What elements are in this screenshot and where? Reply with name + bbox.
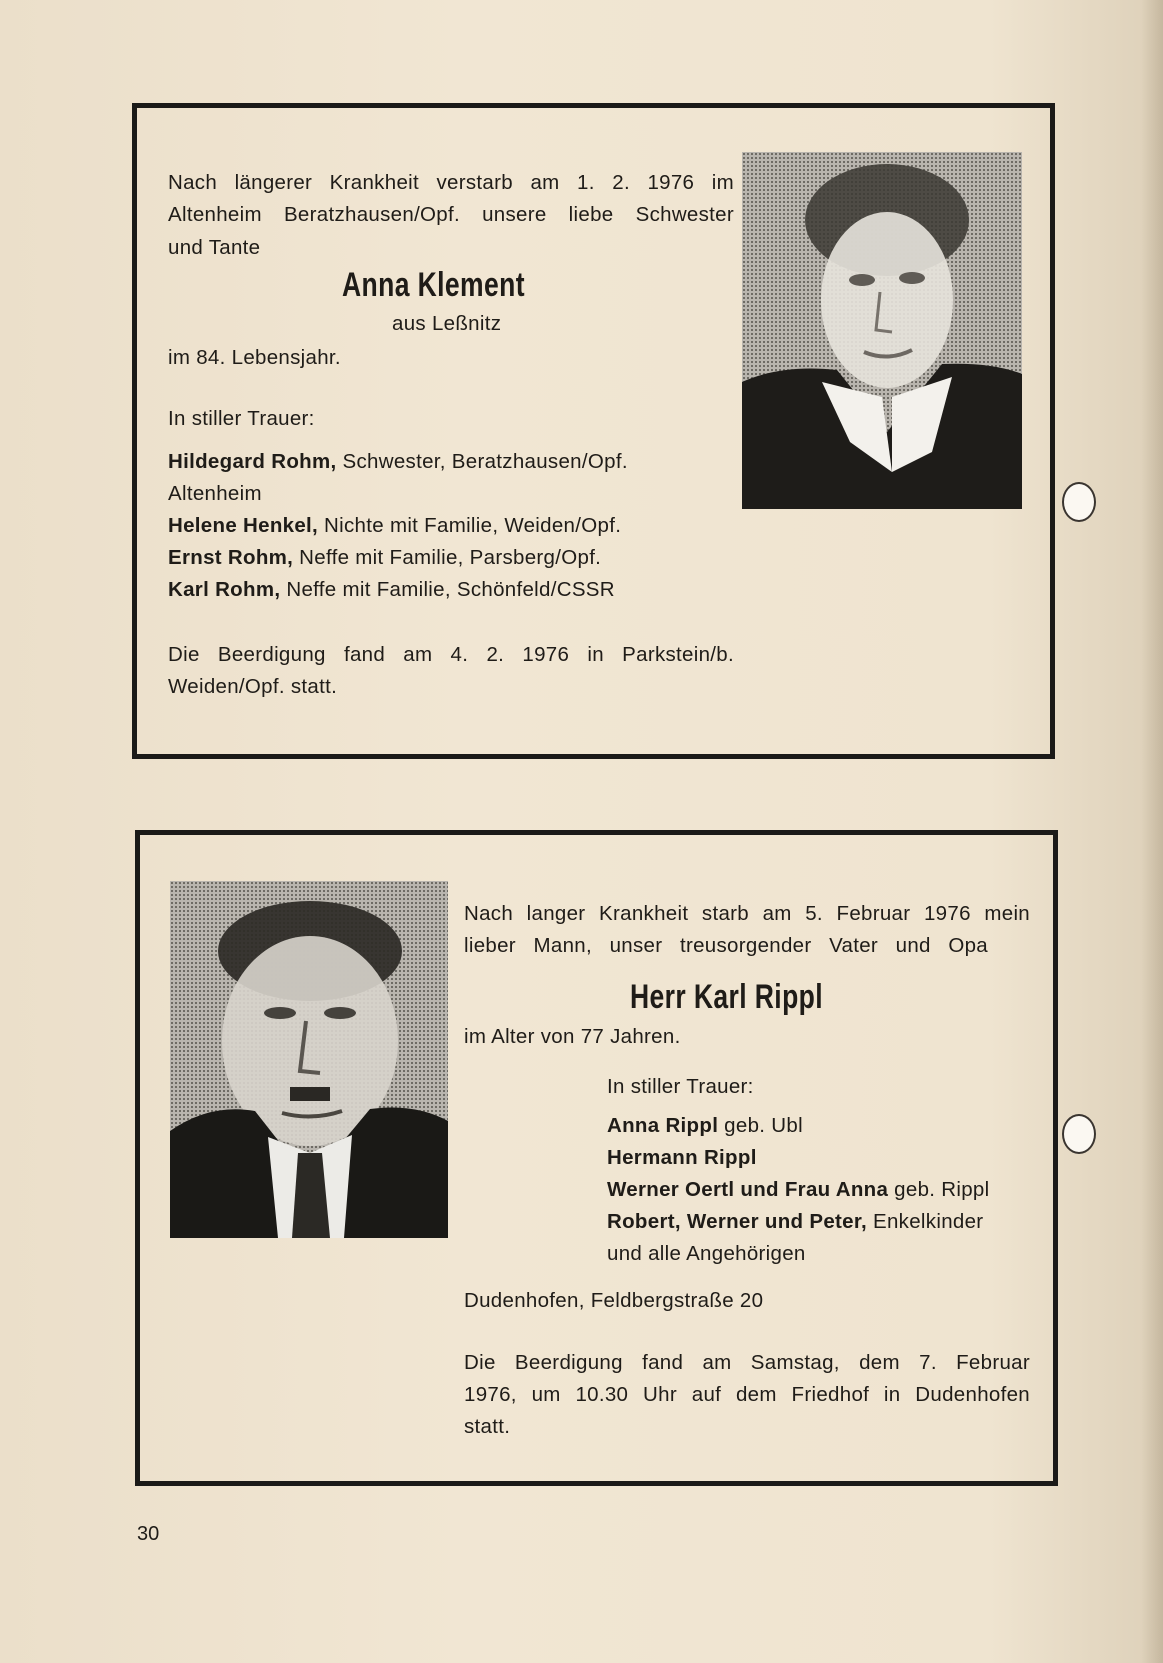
notice2-intro-line-2: lieber Mann, unser treusorgender Vater und Opa <box>464 934 988 957</box>
mourner-detail: und alle Angehörigen <box>607 1242 806 1265</box>
notice1-mourner <box>168 478 262 510</box>
mourner-name: Ernst Rohm, <box>168 546 294 569</box>
notice2-deceased-name: Herr Karl Rippl <box>630 978 824 1016</box>
notice1-mourner <box>168 510 621 542</box>
notice1-intro-line-2: Altenheim Beratzhausen/Opf. unsere liebe Schwester <box>168 203 734 226</box>
notice2-mourning-heading: In stiller Trauer: <box>607 1075 754 1098</box>
notice1-funeral-line-1: Die Beerdigung fand am 4. 2. 1976 in Parkstein/b. <box>168 643 734 666</box>
notice1-origin: aus Leßnitz <box>392 312 502 335</box>
mourner-name: Hermann Rippl <box>607 1146 757 1169</box>
mourner-name: Robert, Werner und Peter, <box>607 1210 868 1233</box>
notice1-mourner <box>168 446 628 478</box>
notice1-portrait-photo <box>742 152 1022 509</box>
notice2-funeral-line-1: Die Beerdigung fand am Samstag, dem 7. Februar <box>464 1351 1030 1374</box>
binder-hole <box>1062 482 1096 522</box>
mourner-detail: geb. Rippl <box>888 1178 990 1201</box>
notice1-intro-line-3: und Tante <box>168 236 261 259</box>
notice2-portrait-photo <box>170 881 448 1238</box>
notice2-age: im Alter von 77 Jahren. <box>464 1025 681 1048</box>
notice2-funeral-line-2: 1976, um 10.30 Uhr auf dem Friedhof in Dudenhofen <box>464 1383 1030 1406</box>
mourner-name: Werner Oertl und Frau Anna <box>607 1178 889 1201</box>
notice2-mourner <box>607 1238 806 1270</box>
notice2-mourner <box>607 1142 757 1174</box>
mourner-name: Anna Rippl <box>607 1114 719 1137</box>
notice2-mourner <box>607 1174 989 1206</box>
mourner-name: Helene Henkel, <box>168 514 319 537</box>
notice1-intro-line-1: Nach längerer Krankheit verstarb am 1. 2. 1976 im <box>168 171 734 194</box>
mourner-detail: Neffe mit Familie, Schönfeld/CSSR <box>280 578 615 601</box>
notice2-mourner <box>607 1110 803 1142</box>
notice2-mourner <box>607 1206 983 1238</box>
mourner-detail: Schwester, Beratzhausen/Opf. <box>336 450 628 473</box>
notice1-deceased-name: Anna Klement <box>342 266 525 304</box>
page-edge-shadow <box>1141 0 1163 1663</box>
notice1-mourner <box>168 574 615 606</box>
notice1-mourning-heading: In stiller Trauer: <box>168 407 315 430</box>
mourner-name: Karl Rohm, <box>168 578 281 601</box>
notice2-funeral-line-3: statt. <box>464 1415 511 1438</box>
mourner-detail: Altenheim <box>168 482 262 505</box>
notice1-age: im 84. Lebensjahr. <box>168 346 341 369</box>
mourner-detail: Neffe mit Familie, Parsberg/Opf. <box>293 546 602 569</box>
mourner-name: Hildegard Rohm, <box>168 450 337 473</box>
binder-hole <box>1062 1114 1096 1154</box>
notice2-address: Dudenhofen, Feldbergstraße 20 <box>464 1289 764 1312</box>
notice2-intro-line-1: Nach langer Krankheit starb am 5. Februar 1976 mein <box>464 902 1030 925</box>
notice1-funeral-line-2: Weiden/Opf. statt. <box>168 675 338 698</box>
mourner-detail: Nichte mit Familie, Weiden/Opf. <box>318 514 622 537</box>
mourner-detail: Enkelkinder <box>867 1210 984 1233</box>
mourner-detail: geb. Ubl <box>718 1114 803 1137</box>
page-number: 30 <box>137 1523 160 1545</box>
notice1-mourner <box>168 542 601 574</box>
